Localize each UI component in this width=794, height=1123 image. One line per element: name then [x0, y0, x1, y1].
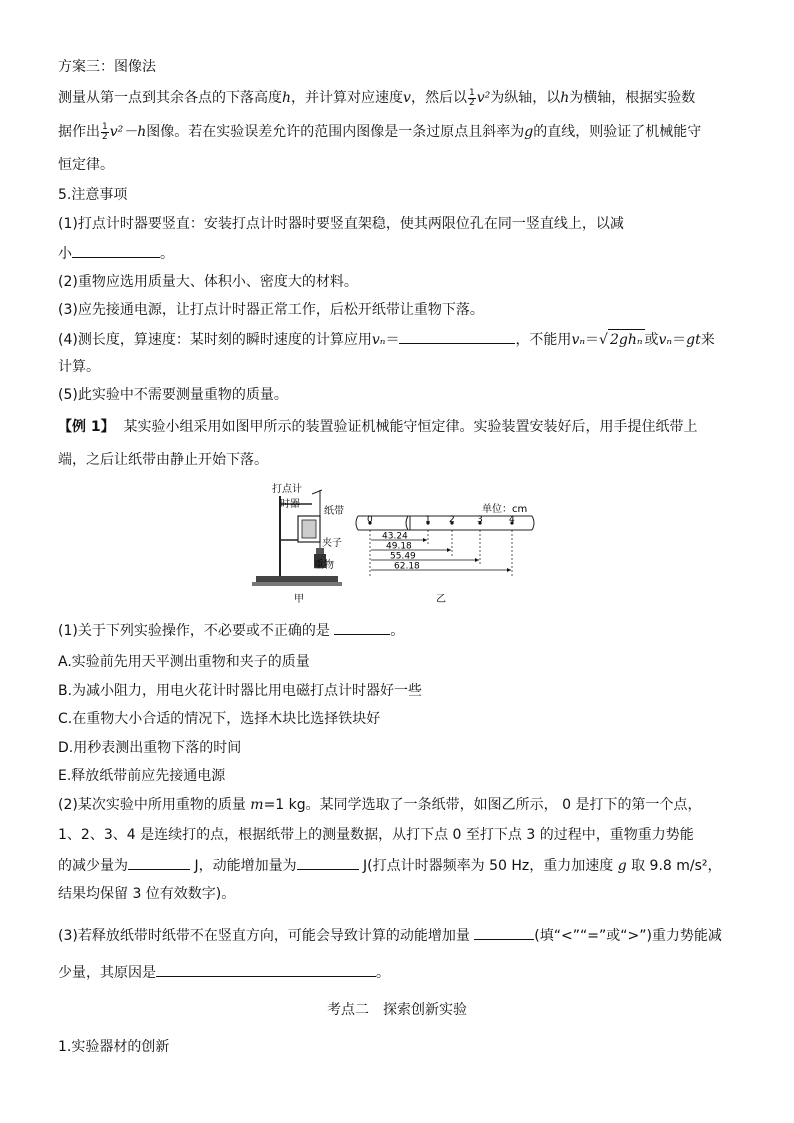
caption-yi: 乙 — [436, 594, 446, 605]
q3-line2: 少量，其原因是 。 — [58, 962, 390, 983]
caption-jia: 甲 — [294, 594, 304, 605]
q2-potential-energy-blank[interactable] — [128, 855, 190, 870]
q2-line2: 1、2、3、4 是连续打的点，根据纸带上的测量数据，从打下点 0 至打下点 3 的过程中，重物重力势能 — [58, 827, 694, 843]
label-timer-2: 时器 — [280, 499, 300, 510]
example-line2: 端，之后让纸带由静止开始下落。 — [58, 452, 268, 468]
dimension-arrow-1 — [423, 538, 427, 542]
q1-option-b: B.为减小阻力，用电火花计时器比用电磁打点计时器好一些 — [58, 683, 423, 699]
section-heading: 考点二 探索创新实验 — [327, 1002, 467, 1018]
q1-option-c: C.在重物大小合适的情况下，选择木块比选择铁块好 — [58, 711, 381, 727]
note-1-line2: 小 。 — [58, 243, 174, 264]
note-1-answer-blank[interactable] — [72, 243, 160, 258]
dimension-arrow-4 — [507, 568, 511, 572]
example-line1: 【例 1】 某实验小组采用如图甲所示的装置验证机械能守恒定律。实验装置安装好后，用手提住纸带上 — [58, 419, 698, 435]
q2-line1: (2)某次实验中所用重物的质量 m=1 kg。某同学选取了一条纸带，如图乙所示， 0 是打下的第一个点， — [58, 797, 702, 813]
q3-reason-blank[interactable] — [156, 962, 376, 977]
note-1-line1: (1)打点计时器要竖直：安装打点计时器时要竖直架稳，使其两限位孔在同一竖直线上，以减 — [58, 216, 624, 232]
tape-diagram — [356, 502, 534, 605]
section-item-1: 1.实验器材的创新 — [58, 1039, 170, 1055]
q1-answer-blank[interactable] — [334, 620, 390, 635]
note-3: (3)应先接通电源，让打点计时器正常工作，后松开纸带让重物下落。 — [58, 302, 484, 318]
note-4-line2: 计算。 — [58, 359, 100, 375]
tape-point-label-2: 2 — [449, 515, 455, 525]
q1-option-e: E.释放纸带前应先接通电源 — [58, 768, 226, 784]
method3-paragraph-line2: 据作出 $\frac{1}{2}$ v²－h图像。若在实验误差允许的范围内图像是一条过原点且斜率为g的直线，则验证了机械能守 — [58, 121, 702, 142]
dimension-arrow-2 — [447, 548, 451, 552]
unit-label: 单位：cm — [482, 504, 528, 515]
note-4-line1: (4)测长度，算速度：某时刻的瞬时速度的计算应用vₙ＝ ，不能用vₙ＝√ 2ghₙ 或vₙ＝gt来 — [58, 329, 715, 350]
method3-title: 方案三：图像法 — [58, 59, 156, 75]
tape-point-label-3: 3 — [477, 515, 483, 525]
apparatus-diagram — [252, 482, 344, 605]
fraction-half: $\frac{1}{2}$ — [468, 87, 475, 108]
dimension-label-1: 43.24 — [382, 531, 408, 542]
dimension-label-3: 55.49 — [390, 551, 416, 562]
q3-comparison-blank[interactable] — [474, 925, 534, 940]
tape-point-label-0: 0 — [367, 515, 373, 525]
note-4-answer-blank[interactable] — [399, 329, 515, 344]
q2-kinetic-energy-blank[interactable] — [297, 855, 359, 870]
q1-stem: (1)关于下列实验操作，不必要或不正确的是 。 — [58, 620, 404, 641]
tape-point-label-1: 1 — [425, 515, 431, 525]
q2-line3: 的减少量为 J，动能增加量为 J(打点计时器频率为 50 Hz，重力加速度 g 取 9.8 m/s²， — [58, 855, 722, 876]
method3-paragraph-line3: 恒定律。 — [58, 157, 114, 173]
note-5: (5)此实验中不需要测量重物的质量。 — [58, 387, 288, 403]
label-weight: 重物 — [314, 560, 334, 571]
notes-title: 5.注意事项 — [58, 187, 128, 203]
label-tape: 纸带 — [324, 506, 344, 517]
method3-paragraph-line1: 测量从第一点到其余各点的下落高度h，并计算对应速度v，然后以 $\frac{1}{2}$ v²为纵轴，以h为横轴，根据实验数 — [58, 87, 696, 108]
label-clip: 夹子 — [322, 538, 342, 549]
note-2: (2)重物应选用质量大、体积小、密度大的材料。 — [58, 274, 358, 290]
q1-option-a: A.实验前先用天平测出重物和夹子的质量 — [58, 654, 310, 670]
q1-option-d: D.用秒表测出重物下落的时间 — [58, 740, 242, 756]
q3-line1: (3)若释放纸带时纸带不在竖直方向，可能会导致计算的动能增加量 (填“<”“=”或“>”)重力势能减 — [58, 925, 722, 946]
dimension-arrow-3 — [475, 558, 479, 562]
tape-point-label-4: 4 — [509, 515, 515, 525]
dimension-label-4: 62.18 — [394, 561, 420, 572]
base-plate — [256, 576, 338, 582]
q2-line4: 结果均保留 3 位有效数字)。 — [58, 886, 236, 902]
dimension-label-2: 49.18 — [386, 541, 412, 552]
experiment-figure — [250, 480, 550, 608]
label-timer: 打点计 — [272, 484, 302, 495]
